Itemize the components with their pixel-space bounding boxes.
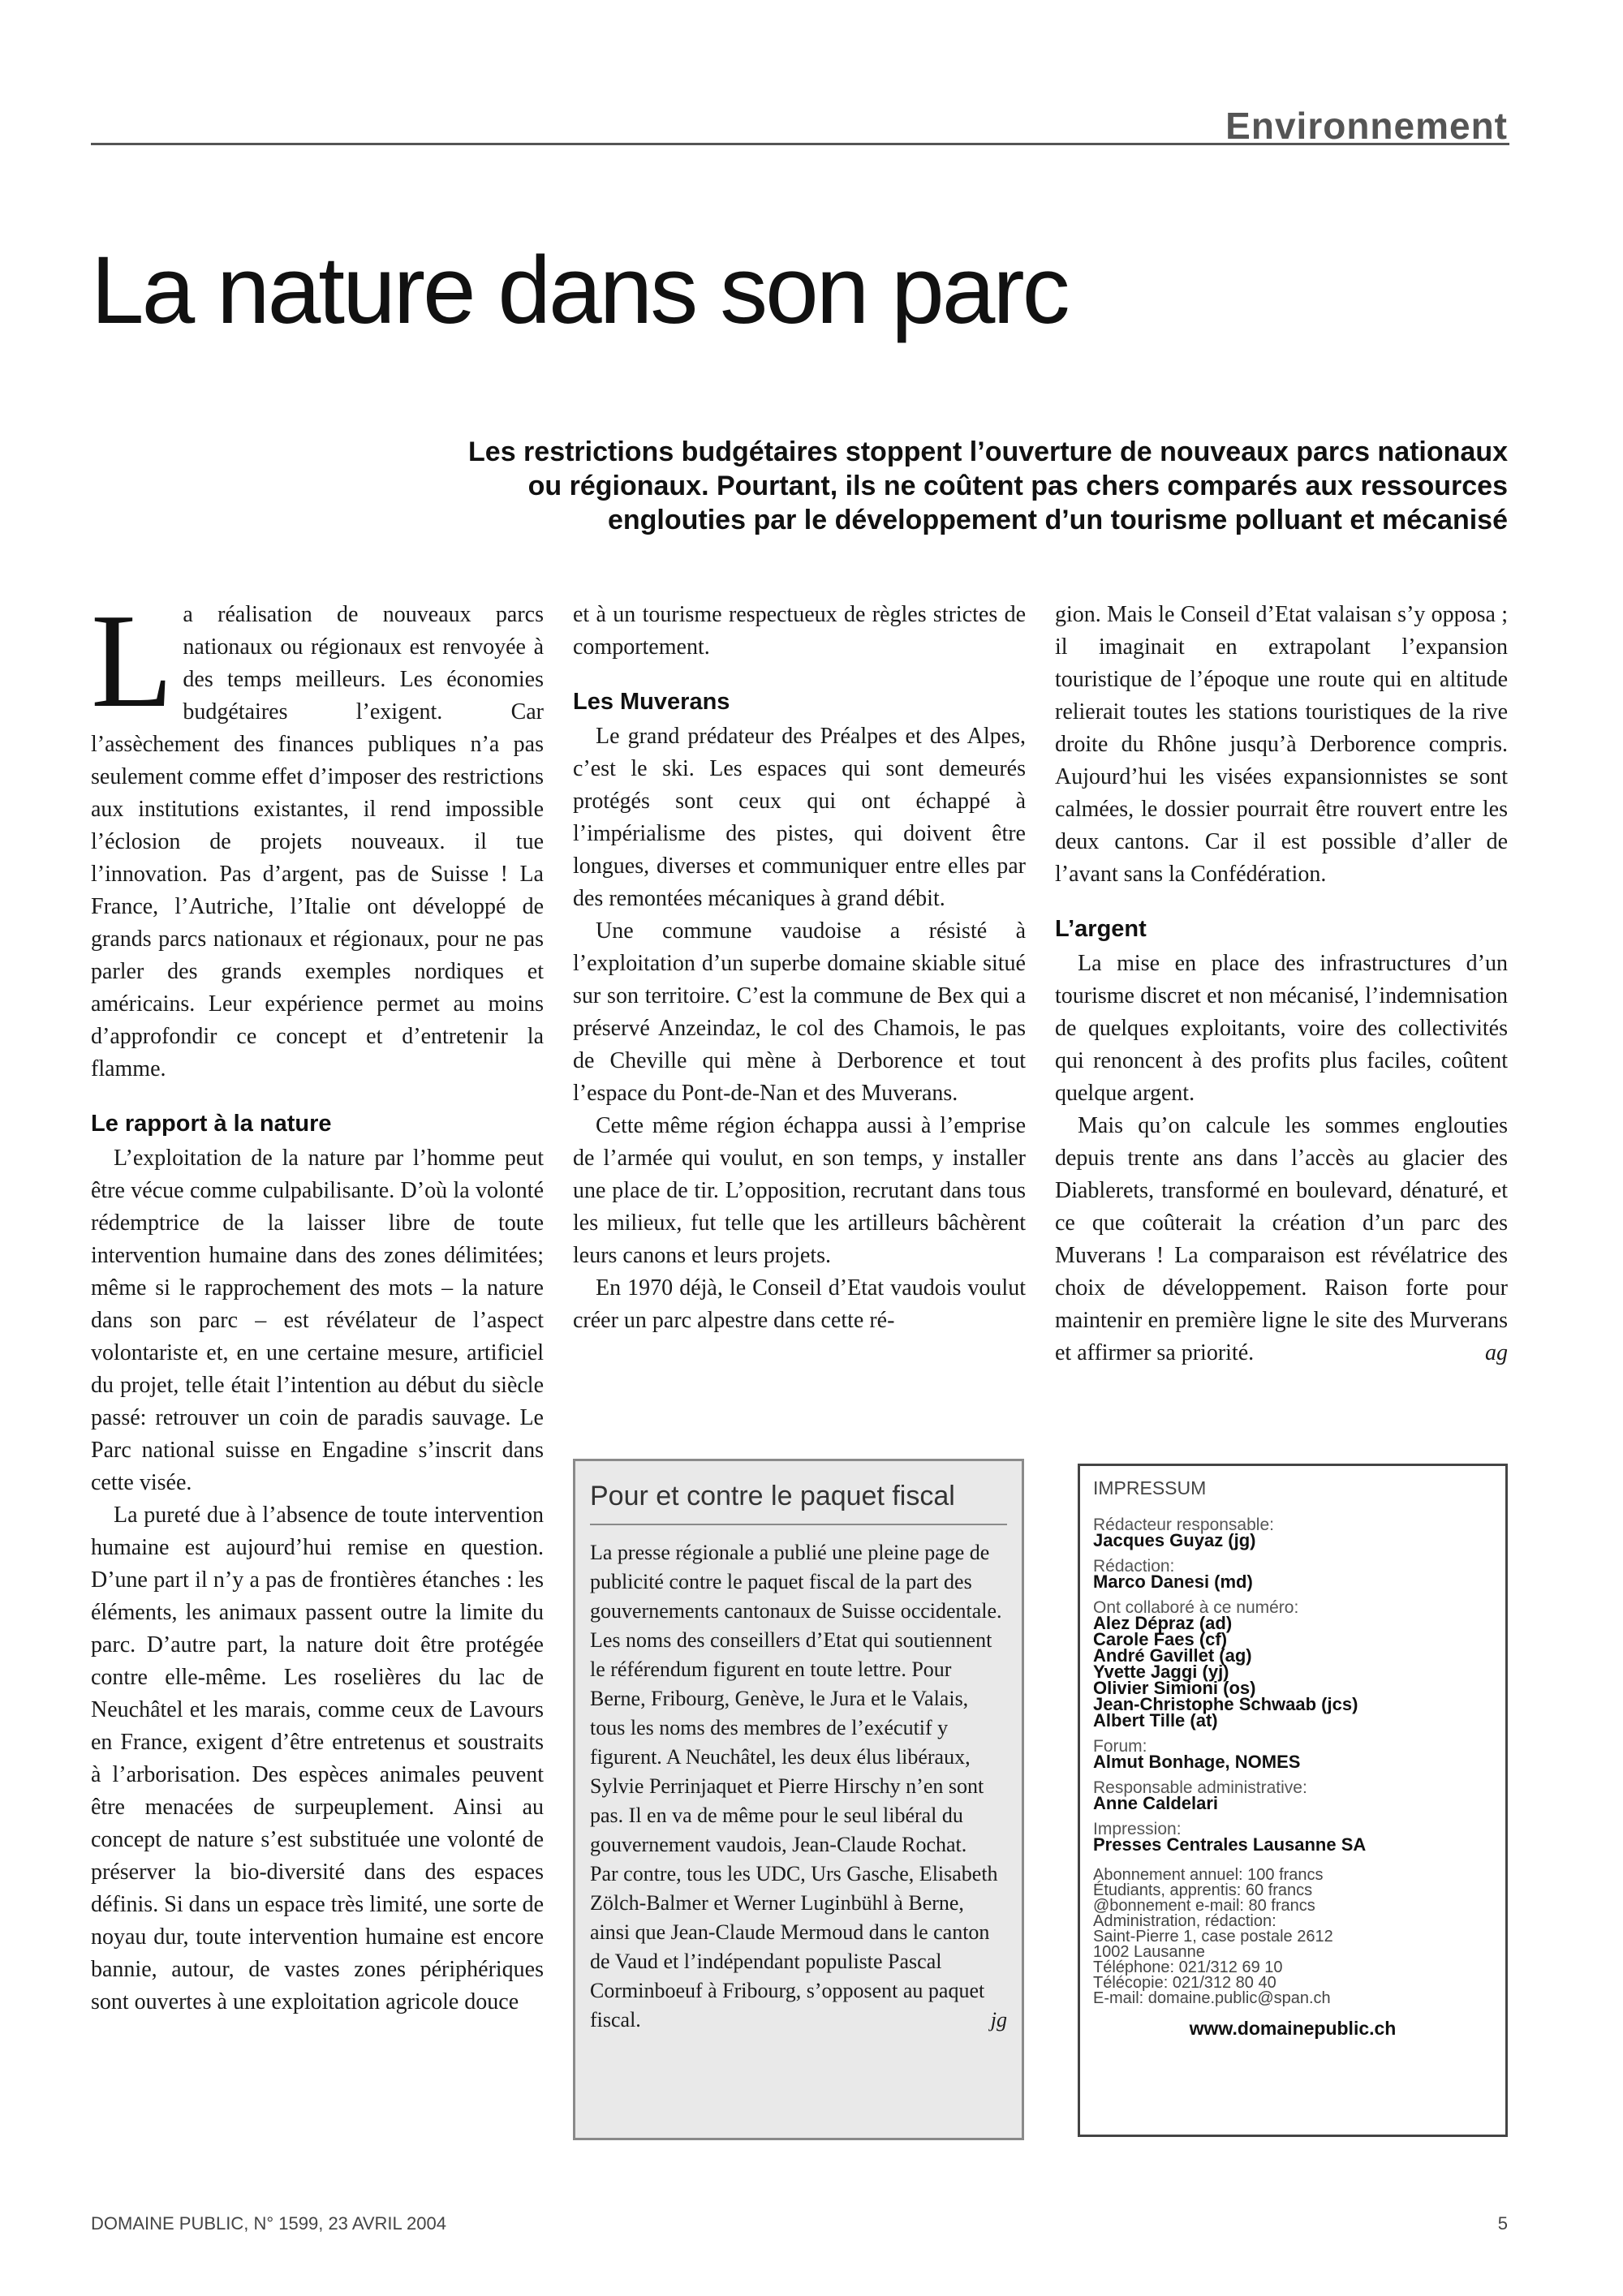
intro-text: a réalisation de nouveaux parcs nationaux ou régionaux est renvoyée à des temps meilleurs. Les économies budgétaires l’exigent. Car l’assèchement des finances publiques n’a pas seulement comme effet d’imposer des restrictions aux institutions existantes, il rend impossible l’éclosion de projets nouveaux. il tue l’innovation. Pas d’argent, pas de Suisse ! La France, l’Autriche, l’Italie ont développé de grands parcs nationaux et régionaux, pour ne pas parler des grands exemples nordiques et américains. Leur expérience permet au moins d’approfondir ce concept et d’entretenir la flamme. [91,602,544,1081]
body-paragraph: Une commune vaudoise a résisté à l’exploitation d’un superbe domaine skiable situé sur son territoire. C’est la commune de Bex qui a préservé Anzeindaz, le col des Chamois, le pas de Cheville qui mène à Derborence et tout l’espace du Pont-de-Nan et des Muverans. [573,918,1026,1106]
body-paragraph: et à un tourisme respectueux de règles strictes de comportement. [573,602,1026,660]
impressum-person: André Gavillet (ag) [1093,1645,1252,1666]
article-column-2 [573,599,1026,1337]
website-link[interactable]: www.domainepublic.ch [1189,2018,1397,2039]
intro-paragraph [91,586,544,1086]
impressum-group [1093,1739,1492,1770]
body-paragraph: gion. Mais le Conseil d’Etat valaisan s’y opposa ; il imaginait en extrapolant l’expansion touristique de l’époque une route qui en altitude relierait toutes les stations touristiques de la rive droite du Rhône jusqu’à Derborence compris. Aujourd’hui les visées expansionnistes se sont calmées, le dossier pourrait être rouvert entre les deux cantons. Car il est possible d’aller de l’avant sans la Confédération. [1055,602,1508,887]
author-signature: ag [1485,1340,1508,1365]
sidebar-text: Par contre, tous les UDC, Urs Gasche, Elisabeth Zölch-Balmer et Werner Luginbühl à Berne, ainsi que Jean-Claude Mermoud dans le canton de Vaud et l’indépendant populiste Pascal Corminboeuf à Fribourg, s’opposent au paquet fiscal. [590,1862,998,2032]
impressum-box [1078,1464,1508,2137]
impressum-role: Ont collaboré à ce numéro: [1093,1598,1299,1617]
impressum-info-line: E-mail: domaine.public@span.ch [1093,1989,1331,2007]
body-paragraph [1055,1110,1508,1369]
impressum-person: Jean-Christophe Schwaab (jcs) [1093,1694,1358,1714]
article-title: La nature dans son parc [91,237,1068,344]
impressum-role: Responsable administrative: [1093,1778,1307,1797]
footer-publication: DOMAINE PUBLIC, N° 1599, 23 AVRIL 2004 [91,2213,447,2234]
article-column-1 [91,586,544,2019]
sidebar-paragraph [590,1860,1007,2035]
header-rule [91,143,1509,145]
body-text: Mais qu’on calcule les sommes englouties depuis trente ans dans l’accès au glacier des Diablerets, transformé en boulevard, dénaturé, et ce que coûterait la création d’un parc des Muverans ! La comparaison est révélatrice des choix de développement. Raison forte pour maintenir en première ligne le site des Murverans et affirmer sa priorité. [1055,1113,1508,1365]
sidebar-signature: jg [990,2008,1007,2032]
impressum-group [1093,1600,1492,1729]
impressum-names [1093,1795,1492,1812]
body-paragraph: La pureté due à l’absence de toute intervention humaine est aujourd’hui remise en question. D’une part il n’y a pas de frontières étanches : les éléments, les animaux passent outre la limite du parc. D’autre part, la nature doit être protégée contre elle-même. Les roselières du lac de Neuchâtel et les marais, comme ceux de Lavours en France, exigent d’être entretenus et soustraits à l’arborisation. Des espèces animales peuvent être menacées de surpeuplement. Ainsi au concept de nature s’est substituée une volonté de préserver la bio-diversité dans des espaces définis. Si dans un espace très limité, une sorte de noyau dur, toute intervention humaine est encore bannie, autour, de vastes zones périphériques sont ouvertes à une exploitation agricole douce [91,1503,544,2014]
impressum-names [1093,1574,1492,1590]
body-paragraph: Cette même région échappa aussi à l’emprise de l’armée qui voulut, en son temps, y installer une place de tir. L’opposition, recrutant dans tous les milieux, fut telle que les artilleurs bâchèrent leurs canons et leurs projets. [573,1113,1026,1268]
body-paragraph: L’exploitation de la nature par l’homme peut être vécue comme culpabilisante. D’où la volonté rédemptrice de la laisser libre de toute intervention humaine dans des zones délimitées; même si le rapprochement des mots – la nature dans son parc – est révélateur de l’aspect volontariste et, en une certaine mesure, artificiel du projet, telle était l’intention au début du siècle passé: retrouver un coin de paradis sauvage. Le Parc national suisse en Engadine s’inscrit dans cette visée. [91,1146,544,1495]
impressum-info-line: Étudiants, apprentis: 60 francs [1093,1881,1313,1899]
impressum-role: Impression: [1093,1820,1182,1838]
lede-line: Les restrictions budgétaires stoppent l’ouverture de nouveaux parcs nationaux [468,436,1508,467]
impressum-person: Anne Caldelari [1093,1793,1219,1813]
sidebar-box [573,1459,1024,2140]
impressum-info [1093,1868,1492,2006]
impressum-groups [1093,1517,1492,1853]
impressum-info-line: @bonnement e-mail: 80 francs [1093,1897,1315,1915]
impressum-names [1093,1754,1492,1770]
lede-line: englouties par le développement d’un tourisme polluant et mécanisé [607,505,1508,535]
body-paragraph: Le grand prédateur des Préalpes et des Alpes, c’est le ski. Les espaces qui sont demeurés protégés sont ceux qui ont échappé à l’impérialisme des pistes, qui doivent être longues, diverses et communiquer entre elles par des remontées mécaniques à grand débit. [573,724,1026,911]
section-heading-muverans: Les Muverans [573,689,730,715]
impressum-person: Yvette Jaggi (yj) [1093,1662,1229,1682]
impressum-person: Olivier Simioni (os) [1093,1678,1256,1698]
impressum-person: Albert Tille (at) [1093,1710,1218,1731]
impressum-group [1093,1780,1492,1812]
impressum-role: Rédacteur responsable: [1093,1516,1274,1534]
impressum-names [1093,1834,1492,1855]
impressum-person: Jacques Guyaz (jg) [1093,1530,1256,1550]
section-label: Environnement [1225,105,1508,147]
sidebar-body [590,1538,1007,2035]
impressum-names [1093,1530,1492,1550]
impressum-info-line: Administration, rédaction: [1093,1912,1276,1930]
body-paragraph: La mise en place des infrastructures d’un tourisme discret et non mécanisé, l’indemnisation de quelques exploitants, voire des collectivités qui renoncent à des profits plus faciles, coûtent quelque argent. [1055,951,1508,1106]
article-column-3 [1055,599,1508,1369]
page-number: 5 [1497,2213,1508,2234]
lede-line: ou régionaux. Pourtant, ils ne coûtent pas chers comparés aux ressources [527,471,1508,501]
impressum-info-line: Abonnement annuel: 100 francs [1093,1866,1324,1884]
impressum-person: Marco Danesi (md) [1093,1572,1253,1592]
impressum-info-line: 1002 Lausanne [1093,1943,1205,1961]
sidebar-title: Pour et contre le paquet fiscal [590,1481,1007,1525]
impressum-info-line: Téléphone: 021/312 69 10 [1093,1958,1283,1976]
article-lede [179,435,1508,537]
impressum-person: Presses Centrales Lausanne SA [1093,1834,1367,1855]
impressum-title: IMPRESSUM [1093,1477,1207,1498]
impressum-info-line: Saint-Pierre 1, case postale 2612 [1093,1928,1333,1946]
section-heading-argent: L’argent [1055,916,1147,942]
impressum-group [1093,1559,1492,1590]
section-heading-rapport: Le rapport à la nature [91,1111,332,1137]
drop-cap: L [91,586,174,735]
impressum-person: Almut Bonhage, NOMES [1093,1752,1301,1772]
impressum-role: Rédaction: [1093,1557,1175,1576]
impressum-role: Forum: [1093,1737,1147,1756]
impressum-info-line: Télécopie: 021/312 80 40 [1093,1974,1276,1992]
impressum-names [1093,1615,1492,1729]
sidebar-paragraph: La presse régionale a publié une pleine page de publicité contre le paquet fiscal de la part des gouvernements cantonaux de Suisse occidentale. Les noms des conseillers d’Etat qui soutiennent le référendum figurent en toute lettre. Pour Berne, Fribourg, Genève, le Jura et le Valais, tous les noms des membres de l’exécutif y figurent. A Neuchâtel, les deux élus libéraux, Sylvie Perrinjaquet et Pierre Hirschy n’en sont pas. Il en va de même pour le seul libéral du gouvernement vaudois, Jean-Claude Rochat. [590,1541,1002,1856]
impressum-person: Alez Dépraz (ad) [1093,1613,1233,1633]
impressum-person: Carole Faes (cf) [1093,1629,1228,1649]
impressum-group [1093,1821,1492,1853]
body-paragraph: En 1970 déjà, le Conseil d’Etat vaudois voulut créer un parc alpestre dans cette ré- [573,1275,1026,1333]
impressum-group [1093,1517,1492,1549]
